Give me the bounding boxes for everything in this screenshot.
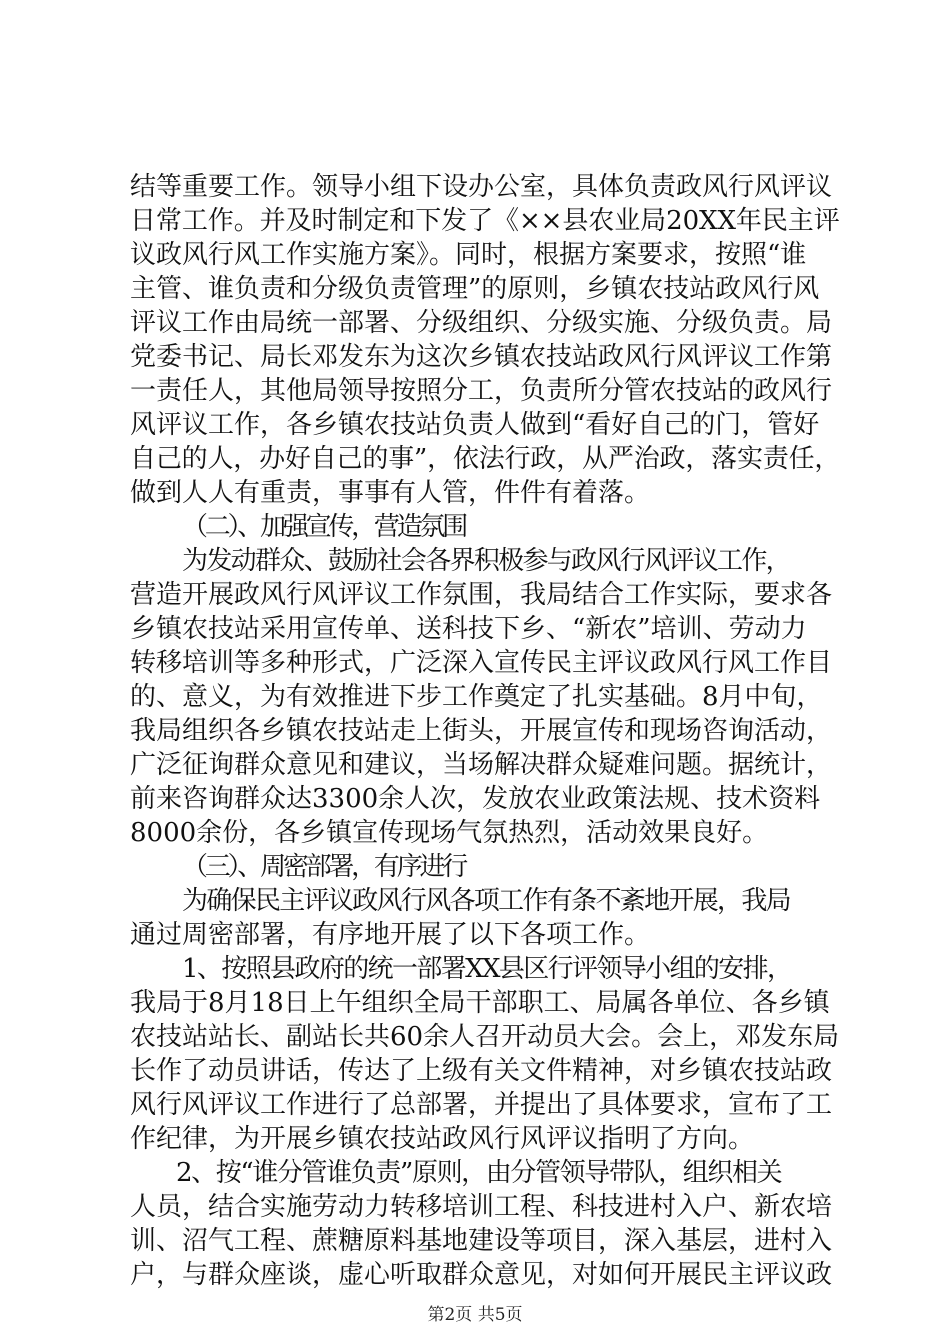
text-line: 作纪律，为开展乡镇农技站政风行风评议指明了方向。 [130, 1124, 755, 1154]
text-line: 日常工作。并及时制定和下发了《××县农业局20XX年民主评 [130, 206, 840, 236]
text-line: 一责任人，其他局领导按照分工，负责所分管农技站的政风行 [130, 376, 833, 406]
text-line: 户，与群众座谈，虚心听取群众意见，对如何开展民主评议政 [130, 1260, 833, 1290]
text-line: 训、沼气工程、蔗糖原料基地建设等项目，深入基层，进村入 [130, 1226, 833, 1256]
text-line: 结等重要工作。领导小组下设办公室，具体负责政风行风评议 [130, 172, 833, 202]
text-line: 我局于8月18日上午组织全局干部职工、局属各单位、各乡镇 [130, 988, 830, 1018]
section-heading: （三）、周密部署，有序进行 [182, 852, 466, 882]
text-line: 议政风行风工作实施方案》。同时，根据方案要求，按照“谁 [130, 240, 807, 270]
text-line: 评议工作由局统一部署、分级组织、分级实施、分级负责。局 [130, 308, 833, 338]
text-line: 自己的人，办好自己的事”，依法行政，从严治政，落实责任， [130, 444, 841, 474]
text-line: 党委书记、局长邓发东为这次乡镇农技站政风行风评议工作第 [130, 342, 833, 372]
text-line: 人员，结合实施劳动力转移培训工程、科技进村入户、新农培 [130, 1192, 833, 1222]
text-line: 主管、谁负责和分级负责管理”的原则，乡镇农技站政风行风 [130, 274, 820, 304]
text-line: 的、意义，为有效推进下步工作奠定了扎实基础。8月中旬， [130, 682, 823, 712]
text-line: 农技站站长、副站长共60余人召开动员大会。会上，邓发东局 [130, 1022, 840, 1052]
text-line: 8000余份，各乡镇宣传现场气氛热烈，活动效果良好。 [130, 818, 769, 848]
text-line: 转移培训等多种形式，广泛深入宣传民主评议政风行风工作目 [130, 648, 833, 678]
text-line: 前来咨询群众达3300余人次，发放农业政策法规、技术资料 [130, 784, 821, 814]
text-line: 2、按“谁分管谁负责”原则，由分管领导带队，组织相关 [176, 1158, 782, 1188]
text-line: 乡镇农技站采用宣传单、送科技下乡、“新农”培训、劳动力 [130, 614, 807, 644]
text-line: 为发动群众、鼓励社会各界积极参与政风行风评议工作， [182, 546, 791, 576]
text-line: 1、按照县政府的统一部署XX县区行评领导小组的安排， [182, 954, 792, 984]
text-line: 长作了动员讲话，传达了上级有关文件精神，对乡镇农技站政 [130, 1056, 833, 1086]
page-number-footer: 第2页 共5页 [427, 1305, 523, 1325]
text-line: 风行风评议工作进行了总部署，并提出了具体要求，宣布了工 [130, 1090, 833, 1120]
text-line: 风评议工作，各乡镇农技站负责人做到“看好自己的门，管好 [130, 410, 820, 440]
text-line: 为确保民主评议政风行风各项工作有条不紊地开展，我局 [182, 886, 791, 916]
text-line: 做到人人有重责，事事有人管，件件有着落。 [130, 478, 651, 508]
section-heading: （二）、加强宣传，营造氛围 [182, 512, 466, 542]
text-line: 通过周密部署，有序地开展了以下各项工作。 [130, 920, 651, 950]
text-line: 广泛征询群众意见和建议，当场解决群众疑难问题。据统计， [130, 750, 833, 780]
text-line: 营造开展政风行风评议工作氛围，我局结合工作实际，要求各 [130, 580, 833, 610]
text-line: 我局组织各乡镇农技站走上街头，开展宣传和现场咨询活动， [130, 716, 833, 746]
